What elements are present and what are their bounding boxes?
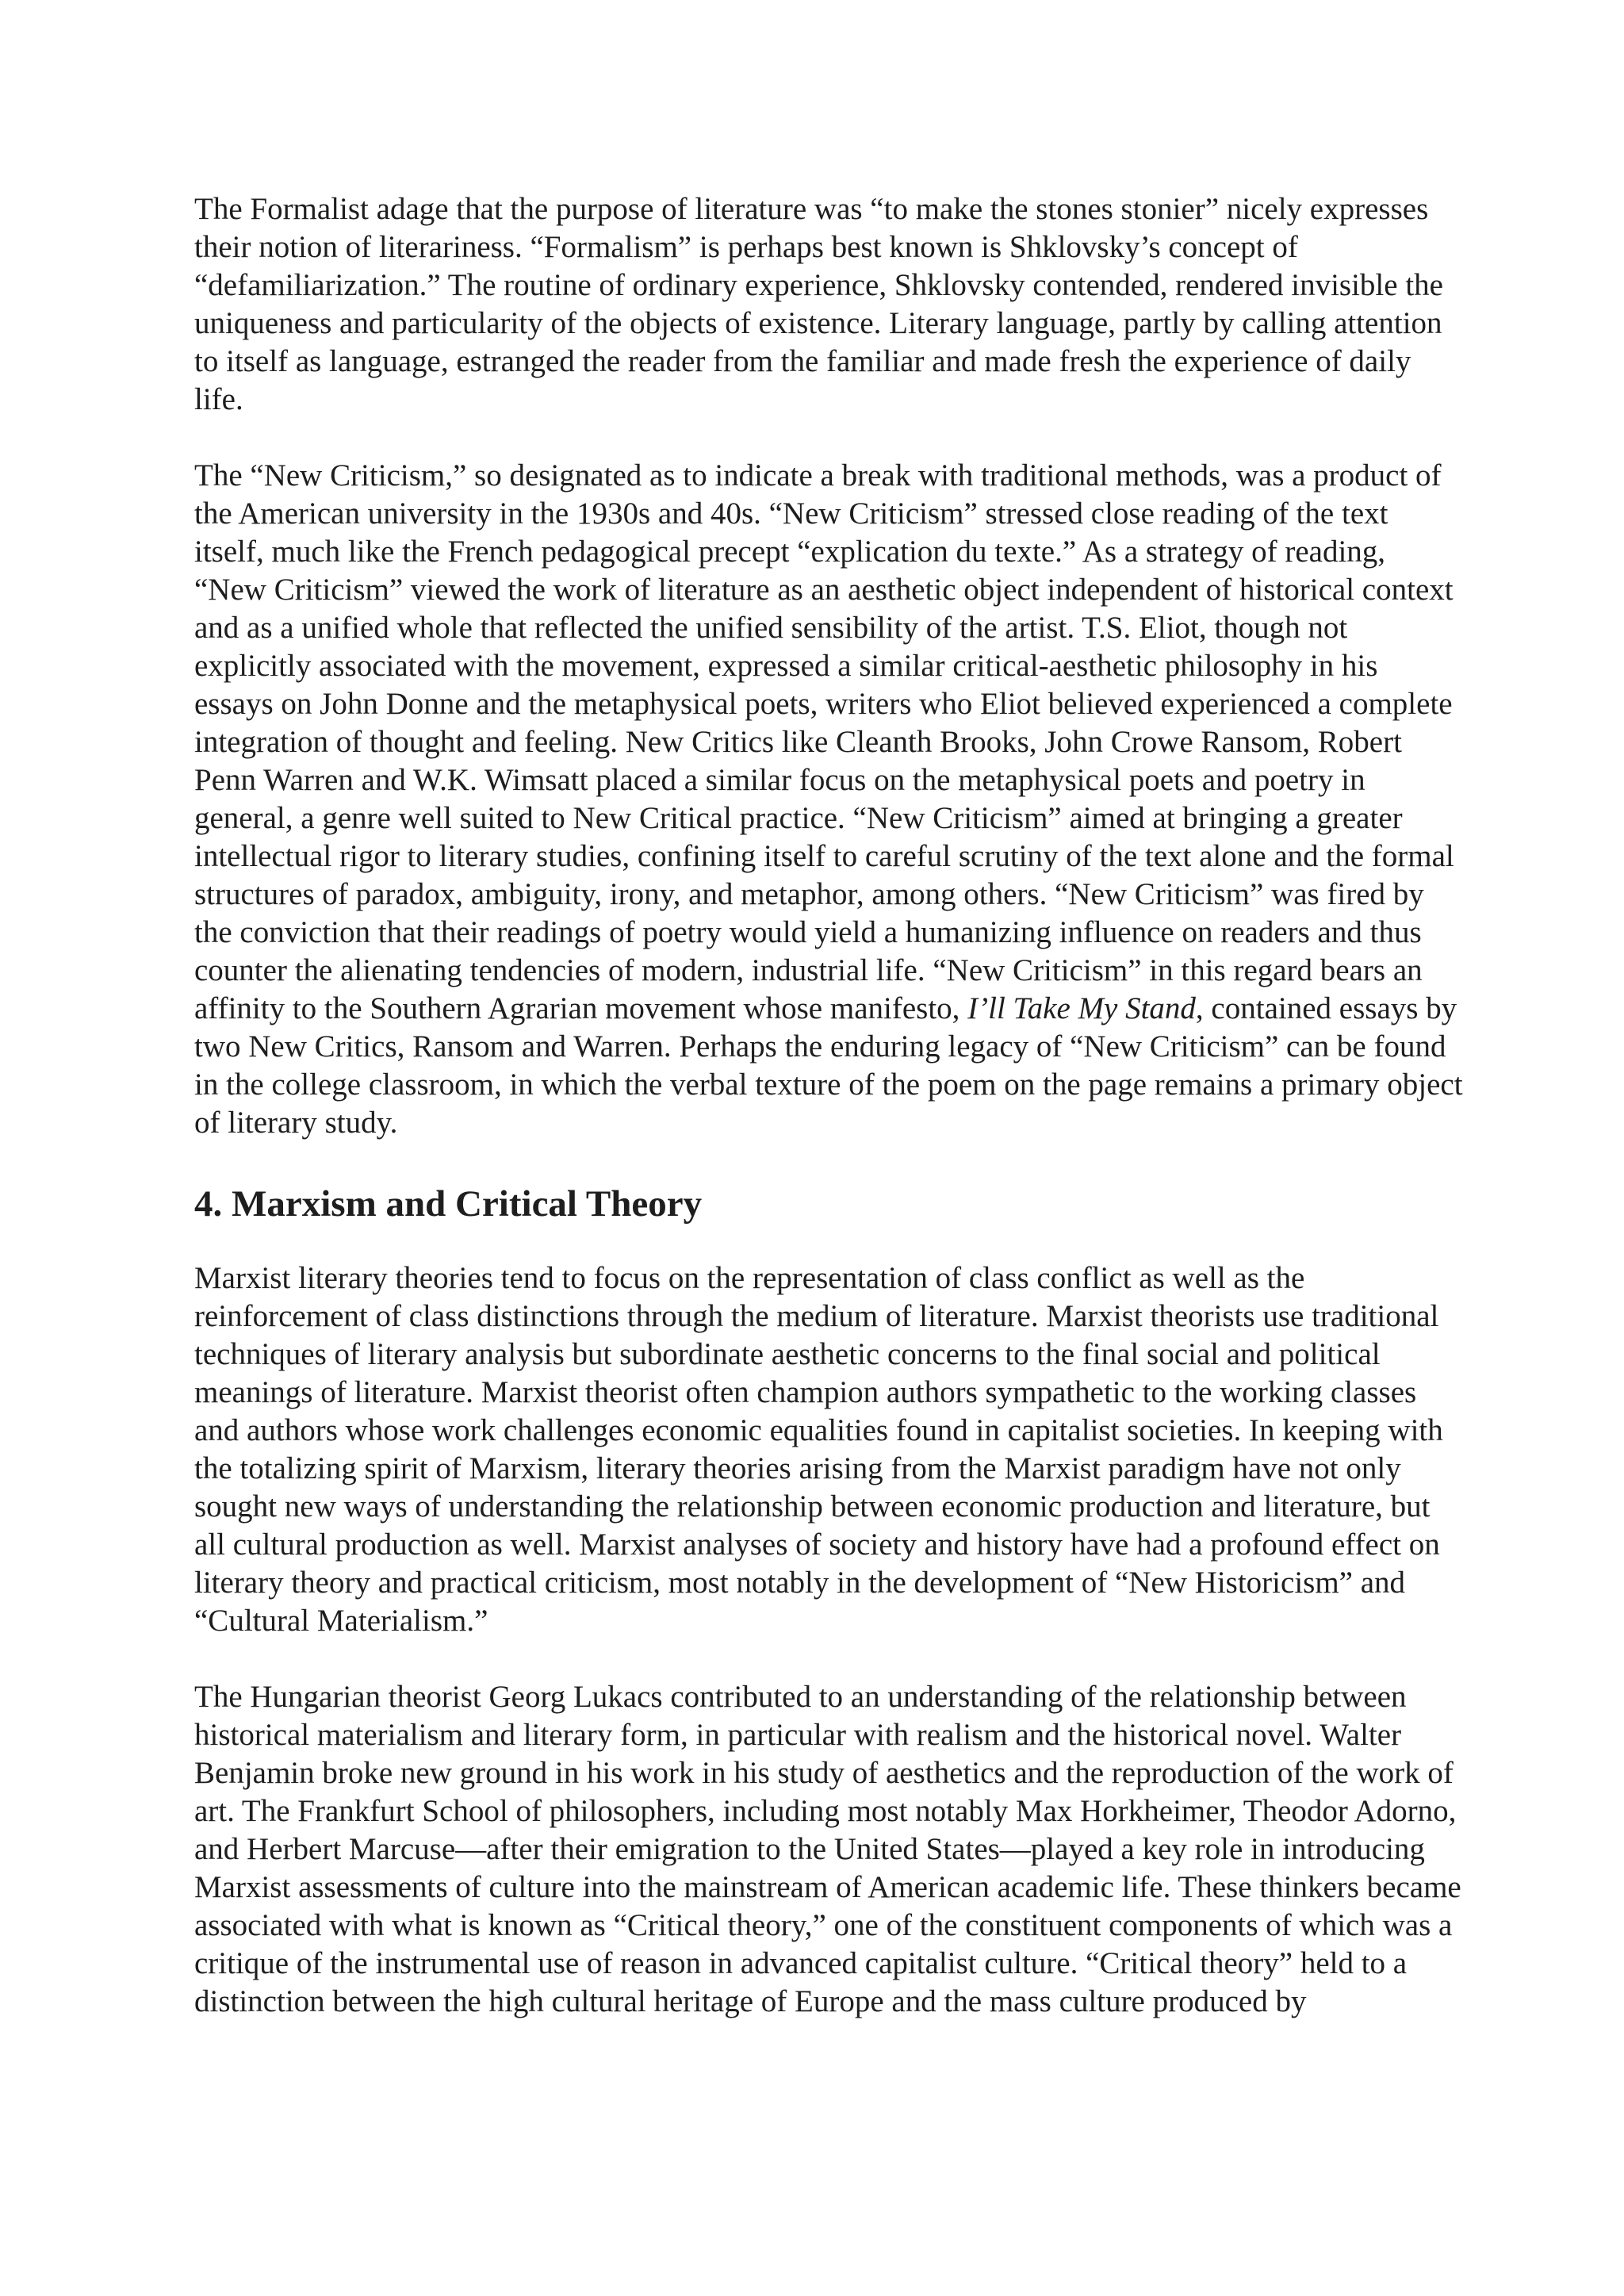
section-number: 4. [194,1183,223,1225]
paragraph-text-before-title: The “New Criticism,” so designated as to indicate a break with traditional methods, was a product of the American university in the 1930s and 40s. “New Criticism” stressed close reading of the text itself, much like the French pedagogical precept “explication du texte.” As a strategy of reading, “New Criticism” viewed the work of literature as an aesthetic object independent of historical context and as a unified whole that reflected the unified sensibility of the artist. T.S. Eliot, though not explicitly associated with the movement, expressed a similar critical-aesthetic philosophy in his essays on John Donne and the metaphysical poets, writers who Eliot believed experienced a complete integration of thought and feeling. New Critics like Cleanth Brooks, John Crowe Ransom, Robert Penn Warren and W.K. Wimsatt placed a similar focus on the metaphysical poets and poetry in general, a genre well suited to New Critical practice. “New Criticism” aimed at bringing a greater intellectual rigor to literary studies, confining itself to careful scrutiny of the text alone and the formal structures of paradox, ambiguity, irony, and metaphor, among others. “New Criticism” was fired by the conviction that their readings of poetry would yield a humanizing influence on readers and thus counter the alienating tendencies of modern, industrial life. “New Criticism” in this regard bears an affinity to the Southern Agrarian movement whose manifesto, [194,458,1454,1025]
paragraph-formalism: The Formalist adage that the purpose of literature was “to make the stones stonier” nicely expresses their notion of literariness. “Formalism” is perhaps best known is Shklovsky’s concept of “defamiliarization.” The routine of ordinary experience, Shklovsky contended, rendered invisible the uniqueness and particularity of the objects of existence. Literary language, partly by calling attention to itself as language, estranged the reader from the familiar and made fresh the experience of daily life. [194,192,1443,416]
paragraph-marxist-theories: Marxist literary theories tend to focus on the representation of class conflict as well as the reinforcement of class distinctions through the medium of literature. Marxist theorists use traditional techniques of literary analysis but subordinate aesthetic concerns to the final social and political meanings of literature. Marxist theorist often champion authors sympathetic to the working classes and authors whose work challenges economic equalities found in capitalist societies. In keeping with the totalizing spirit of Marxism, literary theories arising from the Marxist paradigm have not only sought new ways of understanding the relationship between economic production and literature, but all cultural production as well. Marxist analyses of society and history have had a profound effect on literary theory and practical criticism, most notably in the development of “New Historicism” and “Cultural Materialism.” [194,1261,1443,1638]
page-body [194,190,1463,2059]
book-title: I’ll Take My Stand [967,991,1196,1025]
section-heading [194,1180,1463,1228]
paragraph-critical-theory: The Hungarian theorist Georg Lukacs contributed to an understanding of the relationship between historical materialism and literary form, in particular with realism and the historical novel. Walter Benjamin broke new ground in his work in his study of aesthetics and the reproduction of the work of art. The Frankfurt School of philosophers, including most notably Max Horkheimer, Theodor Adorno, and Herbert Marcuse—after their emigration to the United States—played a key role in introducing Marxist assessments of culture into the mainstream of American academic life. These thinkers became associated with what is known as “Critical theory,” one of the constituent components of which was a critique of the instrumental use of reason in advanced capitalist culture. “Critical theory” held to a distinction between the high cultural heritage of Europe and the mass culture produced by [194,1680,1461,2018]
paragraph-new-criticism [194,457,1463,1142]
paragraph-text-after-title: , contained essays by two New Critics, Ransom and Warren. Perhaps the enduring legacy of “New Criticism” can be found in the college classroom, in which the verbal texture of the poem on the page remains a primary object of literary study. [194,991,1463,1140]
section-title: Marxism and Critical Theory [232,1183,703,1225]
